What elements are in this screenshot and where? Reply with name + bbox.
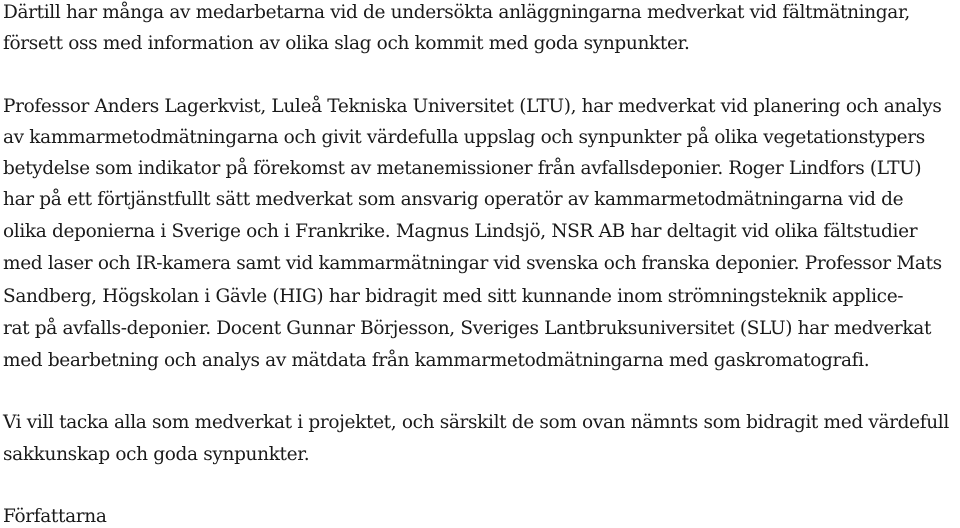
paragraph-2-line-3: betydelse som indikator på förekomst av metanemissioner från avfallsdeponier. Roger Lindfors (LTU): [3, 158, 922, 179]
paragraph-1-line-1: Därtill har många av medarbetarna vid de undersökta anläggningarna medverkat vid fältmätningar,: [3, 2, 910, 23]
paragraph-2-line-4: har på ett förtjänstfullt sätt medverkat som ansvarig operatör av kammarmetodmätningarna vid de: [3, 189, 904, 210]
paragraph-2-line-7: Sandberg, Högskolan i Gävle (HIG) har bidragit med sitt kunnande inom strömningsteknik applice-: [3, 286, 904, 307]
paragraph-2-line-6: med laser och IR-kamera samt vid kammarmätningar vid svenska och franska deponier. Professor Mats: [3, 253, 942, 274]
paragraph-3-line-1: Vi vill tacka alla som medverkat i projektet, och särskilt de som ovan nämnts som bidragit med värdefull: [3, 412, 949, 433]
paragraph-2-line-8: rat på avfalls-deponier. Docent Gunnar Börjesson, Sveriges Lantbruksuniversitet (SLU) har medverkat: [3, 318, 932, 339]
paragraph-2-line-9: med bearbetning och analys av mätdata från kammarmetodmätningarna med gaskromatografi.: [3, 350, 870, 371]
signature: Författarna: [3, 506, 107, 527]
paragraph-3-line-2: sakkunskap och goda synpunkter.: [3, 444, 310, 465]
paragraph-1-line-2: försett oss med information av olika slag och kommit med goda synpunkter.: [3, 33, 690, 54]
paragraph-2-line-1: Professor Anders Lagerkvist, Luleå Tekniska Universitet (LTU), har medverkat vid planering och analys: [3, 96, 942, 117]
paragraph-2-line-2: av kammarmetodmätningarna och givit värdefulla uppslag och synpunkter på olika vegetationstypers: [3, 127, 925, 148]
paragraph-2-line-5: olika deponierna i Sverige och i Frankrike. Magnus Lindsjö, NSR AB har deltagit vid olika fältstudier: [3, 221, 918, 242]
